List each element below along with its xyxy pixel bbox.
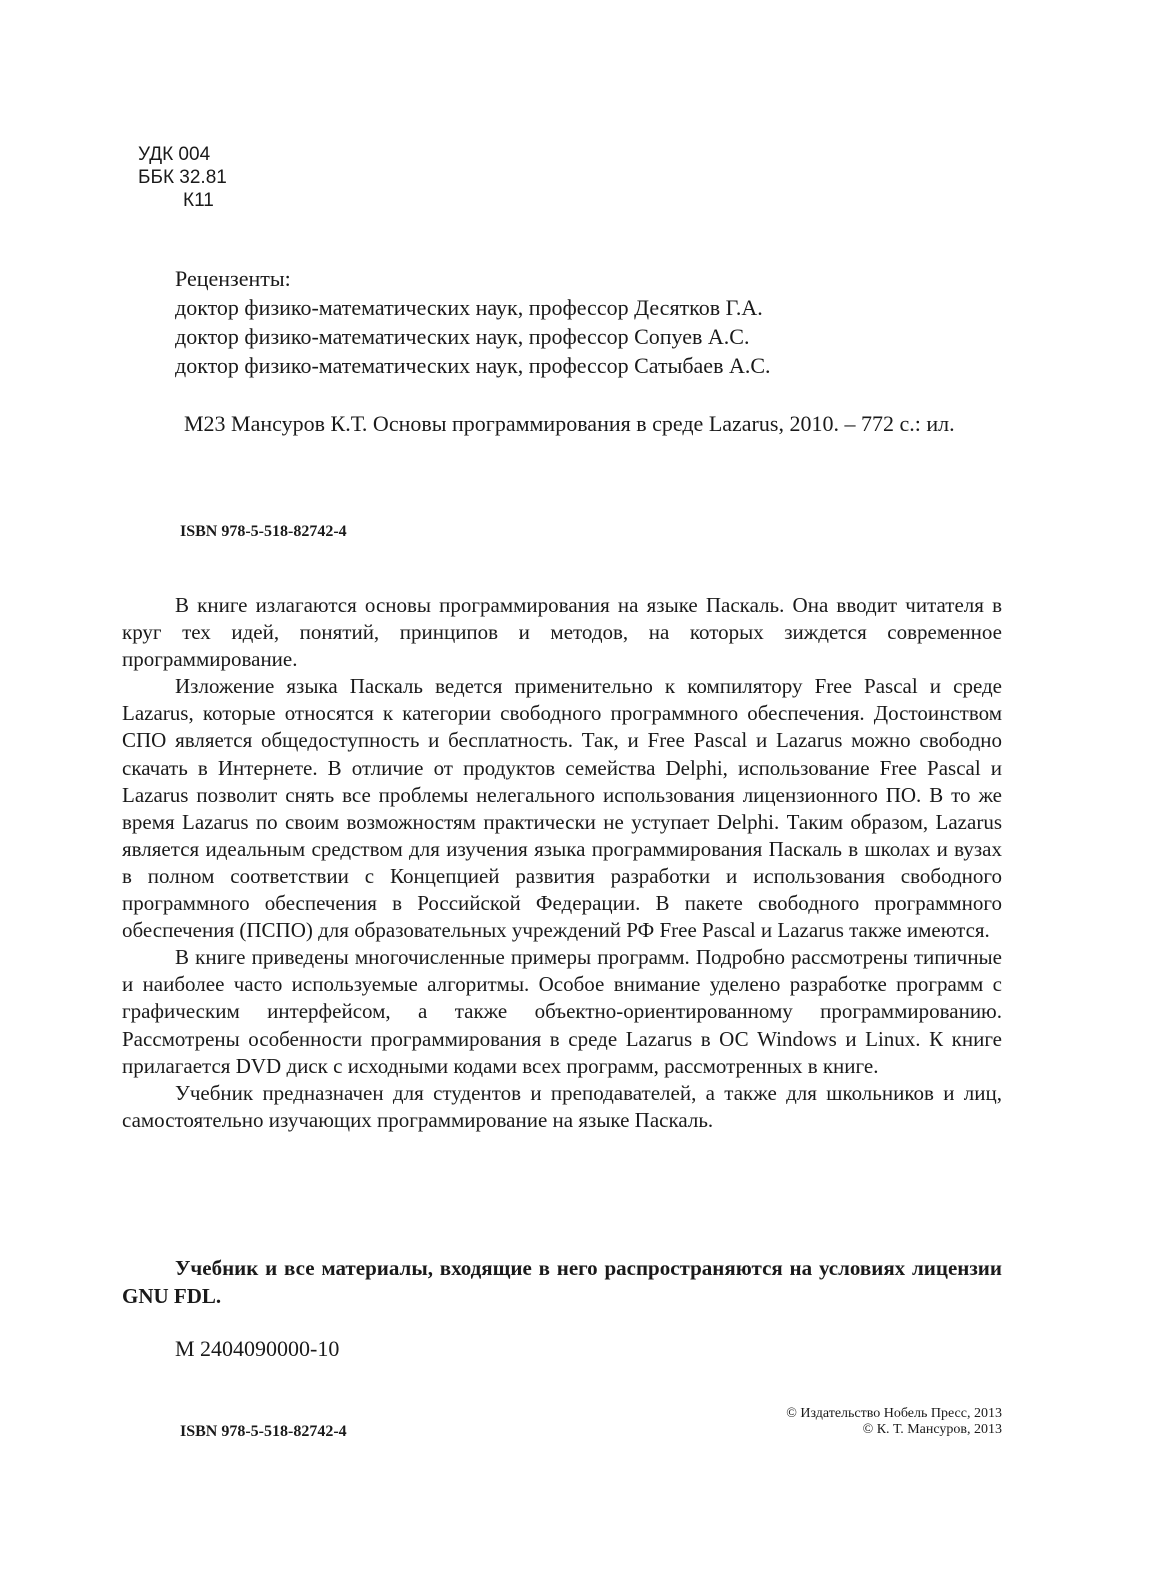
copyright-publisher: © Издательство Нобель Пресс, 2013: [786, 1406, 1002, 1421]
isbn-bottom: ISBN 978-5-518-82742-4: [180, 1423, 347, 1440]
annotation-paragraph: В книге приведены многочисленные примеры программ. Подробно рассмотрены типичные и наиболее часто используемые алгоритмы. Особое внимание уделено разработке программ с графическим интерфейсом, а также объектно-ориентированному программированию. Рассмотрены особенности программирования в среде Lazarus в ОС Windows и Linux. К книге прилагается DVD диск с исходными кодами всех программ, рассмотренных в книге.: [122, 945, 1002, 1078]
copyright-author: © К. Т. Мансуров, 2013: [862, 1422, 1002, 1437]
isbn-top: ISBN 978-5-518-82742-4: [180, 523, 347, 540]
bbk-code: ББК 32.81: [138, 167, 227, 188]
reviewers-block: [175, 264, 771, 380]
reviewer-item: доктор физико-математических наук, профессор Десятков Г.А.: [175, 295, 763, 320]
bibliographic-entry: М23 Мансуров К.Т. Основы программирования в среде Lazarus, 2010. – 772 с.: ил.: [184, 411, 955, 436]
classification-block: [138, 143, 227, 212]
copyright-block: [786, 1406, 1002, 1438]
annotation-paragraph: В книге излагаются основы программирования на языке Паскаль. Она вводит читателя в круг тех идей, понятий, принципов и методов, на которых зиждется современное программирование.: [122, 593, 1002, 672]
catalog-code: М 2404090000-10: [175, 1336, 340, 1361]
author-mark: К11: [183, 190, 214, 211]
annotation-paragraph: Учебник предназначен для студентов и преподавателей, а также для школьников и лиц, самостоятельно изучающих программирование на языке Паскаль.: [122, 1080, 1002, 1132]
udk-code: УДК 004: [138, 144, 211, 165]
annotation-block: [122, 592, 1002, 1134]
reviewers-heading: Рецензенты:: [175, 266, 291, 291]
annotation-paragraph: Изложение языка Паскаль ведется применительно к компилятору Free Pascal и среде Lazarus, которые относятся к категории свободного программного обеспечения. Достоинством СПО является общедоступность и бесплатность. Так, и Free Pascal и Lazarus можно свободно скачать в Интернете. В отличие от продуктов семейства Delphi, использование Free Pascal и Lazarus позволит снять все проблемы нелегального использования лицензионного ПО. В то же время Lazarus по своим возможностям практически не уступает Delphi. Таким образом, Lazarus является идеальным средством для изучения языка программирования Паскаль в школах и вузах в полном соответствии с Концепцией развития разработки и использования свободного программного обеспечения в Российской Федерации. В пакете свободного программного обеспечения (ПСПО) для образовательных учреждений РФ Free Pascal и Lazarus также имеются.: [122, 674, 1002, 943]
reviewer-item: доктор физико-математических наук, профессор Сатыбаев А.С.: [175, 353, 771, 378]
license-notice: Учебник и все материалы, входящие в него распространяются на условиях лицензии GNU FDL.: [122, 1256, 1002, 1308]
reviewer-item: доктор физико-математических наук, профессор Сопуев А.С.: [175, 324, 750, 349]
